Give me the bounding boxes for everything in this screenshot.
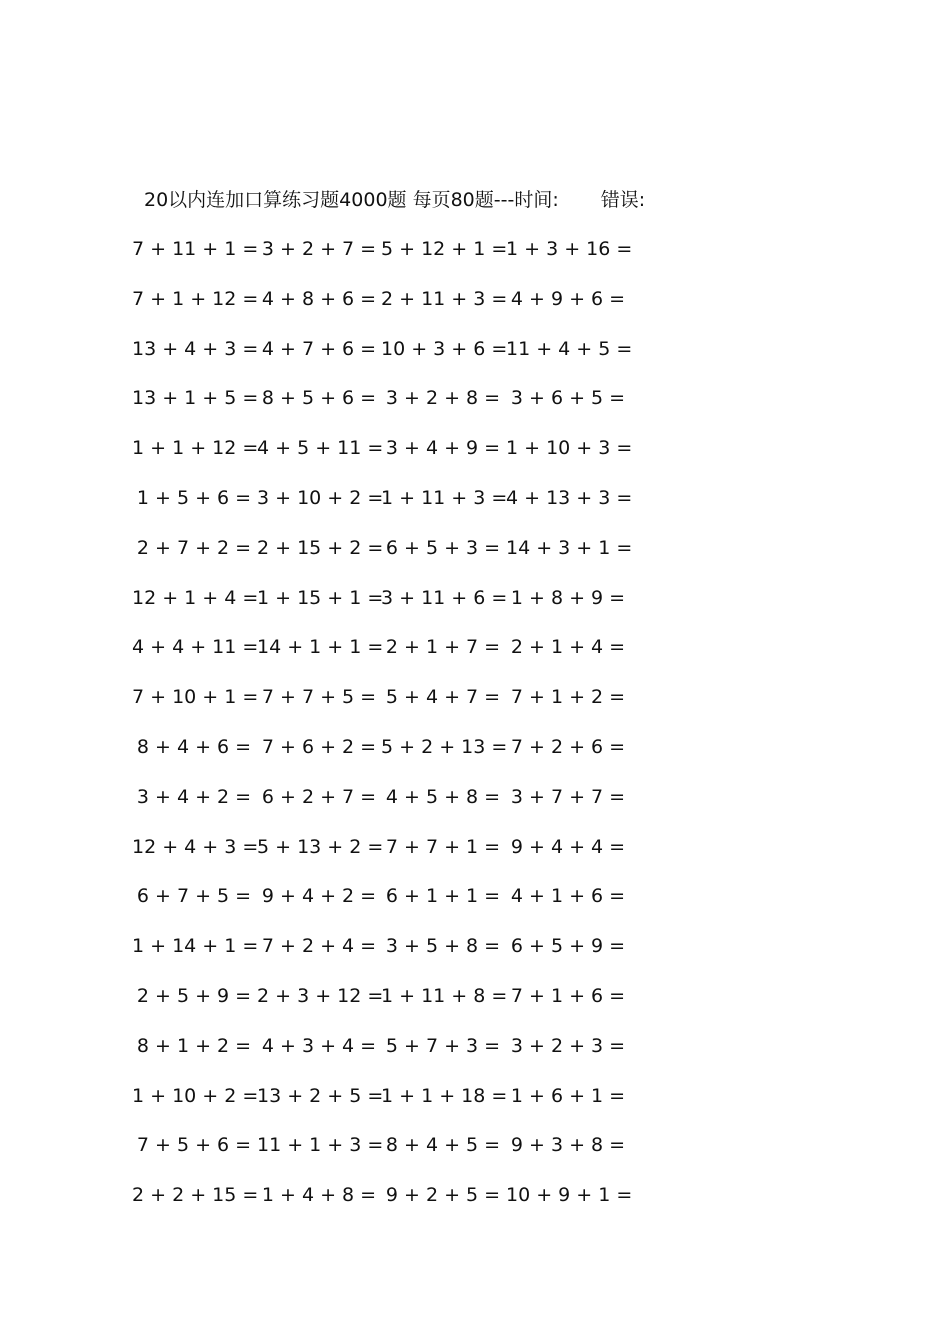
problem-item: 9 + 4 + 4 = <box>510 835 626 858</box>
problem-item: 3 + 5 + 8 = <box>385 935 501 958</box>
problem-item: 2 + 2 + 15 = <box>132 1184 259 1207</box>
problem-item: 1 + 5 + 6 = <box>136 486 252 509</box>
problem-item: 9 + 4 + 2 = <box>261 885 377 908</box>
problem-item: 4 + 1 + 6 = <box>510 885 626 908</box>
problem-item: 12 + 1 + 4 = <box>132 586 259 609</box>
problem-item: 3 + 2 + 3 = <box>510 1034 626 1057</box>
problem-item: 5 + 13 + 2 = <box>257 835 384 858</box>
problem-item: 7 + 2 + 6 = <box>510 735 626 758</box>
problem-item: 1 + 10 + 2 = <box>132 1084 259 1107</box>
problem-item: 2 + 5 + 9 = <box>136 984 252 1007</box>
problem-item: 7 + 6 + 2 = <box>261 735 377 758</box>
problem-item: 7 + 1 + 12 = <box>132 287 259 310</box>
problem-item: 7 + 5 + 6 = <box>136 1134 252 1157</box>
errors-label: 错误: <box>600 189 646 211</box>
problem-item: 6 + 5 + 9 = <box>510 935 626 958</box>
problem-item: 5 + 2 + 13 = <box>381 735 508 758</box>
problem-item: 10 + 9 + 1 = <box>506 1184 633 1207</box>
problem-item: 1 + 6 + 1 = <box>510 1084 626 1107</box>
problem-item: 7 + 1 + 2 = <box>510 686 626 709</box>
problem-item: 7 + 10 + 1 = <box>132 686 259 709</box>
problem-item: 4 + 9 + 6 = <box>510 287 626 310</box>
problem-item: 14 + 3 + 1 = <box>506 536 633 559</box>
problem-item: 7 + 7 + 5 = <box>261 686 377 709</box>
problem-item: 3 + 10 + 2 = <box>257 486 384 509</box>
problem-item: 2 + 3 + 12 = <box>257 984 384 1007</box>
problem-item: 6 + 2 + 7 = <box>261 785 377 808</box>
problem-item: 8 + 5 + 6 = <box>261 387 377 410</box>
problem-item: 4 + 8 + 6 = <box>261 287 377 310</box>
problem-item: 7 + 11 + 1 = <box>132 238 259 260</box>
problem-item: 11 + 1 + 3 = <box>257 1134 384 1157</box>
problem-item: 1 + 10 + 3 = <box>506 437 633 460</box>
problem-item: 9 + 3 + 8 = <box>510 1134 626 1157</box>
problem-item: 9 + 2 + 5 = <box>385 1184 501 1207</box>
problem-item: 13 + 2 + 5 = <box>257 1084 384 1107</box>
problem-item: 1 + 11 + 3 = <box>381 486 508 509</box>
problem-item: 3 + 7 + 7 = <box>510 785 626 808</box>
problem-item: 1 + 1 + 18 = <box>381 1084 508 1107</box>
problem-item: 6 + 5 + 3 = <box>385 536 501 559</box>
problem-item: 1 + 3 + 16 = <box>506 238 633 260</box>
problem-item: 1 + 11 + 8 = <box>381 984 508 1007</box>
problem-item: 2 + 7 + 2 = <box>136 536 252 559</box>
problem-item: 14 + 1 + 1 = <box>257 636 384 659</box>
problem-item: 3 + 2 + 7 = <box>261 238 377 260</box>
problem-item: 10 + 3 + 6 = <box>381 337 508 360</box>
problem-item: 1 + 14 + 1 = <box>132 935 259 958</box>
problem-item: 2 + 11 + 3 = <box>381 287 508 310</box>
problem-item: 3 + 6 + 5 = <box>510 387 626 410</box>
problem-item: 5 + 12 + 1 = <box>381 238 508 260</box>
problem-item: 3 + 2 + 8 = <box>385 387 501 410</box>
problem-item: 8 + 4 + 6 = <box>136 735 252 758</box>
problem-item: 2 + 1 + 4 = <box>510 636 626 659</box>
problem-item: 1 + 8 + 9 = <box>510 586 626 609</box>
worksheet-header <box>144 186 645 214</box>
problem-item: 1 + 1 + 12 = <box>132 437 259 460</box>
problem-item: 7 + 7 + 1 = <box>385 835 501 858</box>
problem-item: 12 + 4 + 3 = <box>132 835 259 858</box>
problem-item: 7 + 1 + 6 = <box>510 984 626 1007</box>
problem-item: 4 + 13 + 3 = <box>506 486 633 509</box>
problem-item: 4 + 3 + 4 = <box>261 1034 377 1057</box>
problem-item: 4 + 5 + 8 = <box>385 785 501 808</box>
problem-item: 13 + 4 + 3 = <box>132 337 259 360</box>
problem-item: 6 + 7 + 5 = <box>136 885 252 908</box>
problem-item: 7 + 2 + 4 = <box>261 935 377 958</box>
problem-item: 6 + 1 + 1 = <box>385 885 501 908</box>
problem-item: 3 + 4 + 9 = <box>385 437 501 460</box>
problem-item: 11 + 4 + 5 = <box>506 337 633 360</box>
problem-item: 2 + 1 + 7 = <box>385 636 501 659</box>
problem-item: 2 + 15 + 2 = <box>257 536 384 559</box>
problem-item: 8 + 4 + 5 = <box>385 1134 501 1157</box>
problem-item: 1 + 15 + 1 = <box>257 586 384 609</box>
problem-item: 8 + 1 + 2 = <box>136 1034 252 1057</box>
worksheet-title: 20以内连加口算练习题4000题 每页80题---时间: <box>144 189 559 211</box>
problem-item: 5 + 7 + 3 = <box>385 1034 501 1057</box>
problem-item: 4 + 5 + 11 = <box>257 437 384 460</box>
problem-item: 1 + 4 + 8 = <box>261 1184 377 1207</box>
problem-item: 4 + 7 + 6 = <box>261 337 377 360</box>
problem-item: 3 + 4 + 2 = <box>136 785 252 808</box>
problem-item: 4 + 4 + 11 = <box>132 636 259 659</box>
problem-item: 5 + 4 + 7 = <box>385 686 501 709</box>
problem-item: 3 + 11 + 6 = <box>381 586 508 609</box>
problem-item: 13 + 1 + 5 = <box>132 387 259 410</box>
